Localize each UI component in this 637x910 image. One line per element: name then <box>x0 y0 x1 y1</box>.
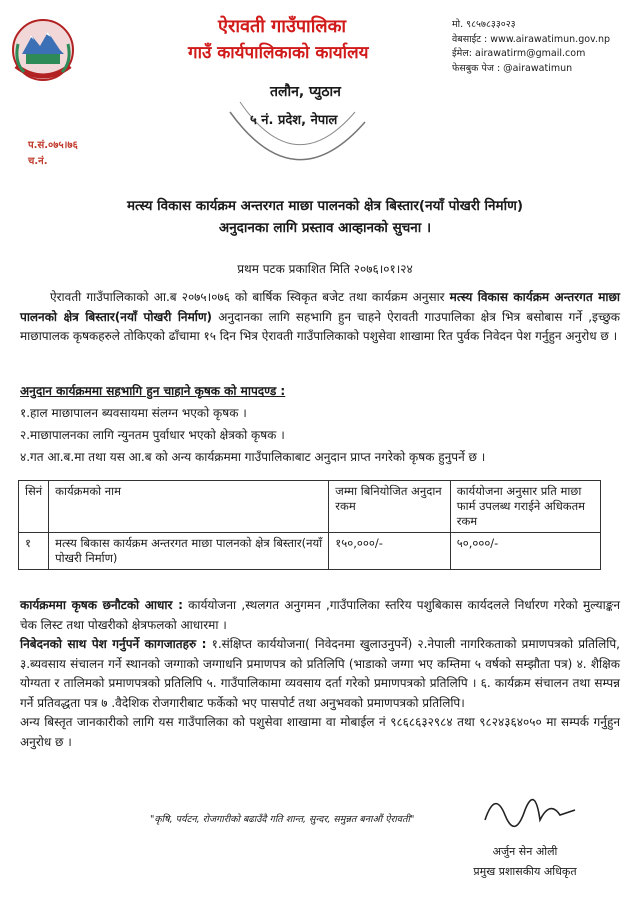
criteria-heading: अनुदान कार्यक्रममा सहभागि हुन चाहाने कृषक को मापदण्ड : <box>20 384 286 398</box>
signer-title: प्रमुख प्रशासकीय अधिकृत <box>473 865 577 878</box>
notice-heading-line1: मत्स्य विकास कार्यक्रम अन्तरगत माछा पालनको क्षेत्र बिस्तार(नयाँ पोखरी निर्माण) <box>126 198 524 214</box>
intro-text-a: ऐरावती गाउँपालिकाको आ.ब २०७५।०७६ को बार्षिक स्विकृत बजेट तथा कार्यक्रम अनुसार <box>50 290 450 304</box>
table-header-cell: जम्मा बिनियोजित अनुदान रकम <box>329 481 450 533</box>
location-province: ५ नं. प्रदेश, नेपाल <box>250 113 338 128</box>
signer-block <box>460 842 590 882</box>
table-header-cell: कार्ययोजना अनुसार प्रति माछा फार्म उपलब्ध गराईने अधिकतम रकम <box>450 481 600 533</box>
contact-note: अन्य बिस्तृत जानकारीको लागि यस गाउँपालिका को पशुसेवा शाखामा वा मोबाईल नं ९८६८६३२९८४ तथा ९८२४३६४०५० मा सम्पर्क गर्नुहुन अनुरोध छ । <box>20 715 620 749</box>
grant-table <box>18 480 601 570</box>
notice-heading-line2: अनुदानका लागि प्रस्ताव आव्हानको सुचना । <box>218 220 432 236</box>
selection-basis-text: कार्ययोजना ,स्थलगत अनुगमन ,गाउँपालिका स्तरिय पशुबिकास कार्यदलले निर्धारण गरेको मुल्याङ्कन चेक लिस्ट तथा पोखरीको क्षेत्रफलको आधारमा । <box>20 598 620 632</box>
phone-number: मो. ९८५७८३३०२३ <box>452 19 516 30</box>
reference-number: प.सं.०७५।७६ <box>28 140 78 151</box>
table-row <box>19 533 601 570</box>
table-header-row <box>19 481 601 533</box>
email: ईमेल: airawatirm@gmail.com <box>452 48 586 59</box>
published-date: प्रथम पटक प्रकाशित मिति २०७६।०१।२४ <box>237 262 413 276</box>
location-district: तलौन, प्युठान <box>270 84 341 100</box>
table-header-cell: सिनं <box>19 481 49 533</box>
intro-paragraph <box>20 288 620 347</box>
required-documents <box>20 635 620 713</box>
basis-section <box>20 596 620 752</box>
criteria-item: ४.गत आ.ब.मा तथा यस आ.ब को अन्य कार्यक्रममा गाउँपालिकाबाट अनुदान प्राप्त नगरेको कृषक हुनुपर्ने छ । <box>20 450 486 464</box>
table-cell: १ <box>19 533 49 570</box>
table-cell: मत्स्य बिकास कार्यक्रम अन्तरगत माछा पालनको क्षेत्र बिस्तार(नयाँ पोखरी निर्माण) <box>49 533 329 570</box>
dispatch-number: च.नं. <box>28 156 48 167</box>
intro-text-b: अनुदानका लागि सहभागि हुन चाहने ऐरावती गाउपालिका क्षेत्र भित्र बसोबास गर्ने ,इच्छुक माछापालक कृषकहरुले तोकिएको ढाँचामा १५ दिन भित्र ऐरावती गाउँपालिकाको पशुसेवा शाखामा रित पुर्वक निवेदन पेश गर्नुहुन अनुरोध छ । <box>20 309 620 343</box>
table-cell: १५०,०००/- <box>329 533 450 570</box>
table-header-cell: कार्यक्रमको नाम <box>49 481 329 533</box>
slogan: "कृषि, पर्यटन, रोजगारीको बढाउँदै गति शान्त, सुन्दर, समुन्नत बनाऔं ऐरावती" <box>150 814 415 825</box>
signature-icon <box>475 780 585 840</box>
criteria-item: १.हाल माछापालन ब्यवसायमा संलग्न भएको कृषक । <box>20 406 247 420</box>
required-documents-text: १.संक्षिप्त कार्ययोजना( निवेदनमा खुलाउनुपर्ने) २.नेपाली नागरिकताको प्रमाणपत्रको प्रतिलिपि, ३.ब्यवसाय संचालन गर्ने स्थानको जग्गाको जग्गाधनि प्रमाणपत्र को प्रतिलिपि (भाडाको जग्गा भए कम्तिमा ५ वर्षको सम्झौता पत्र) ४. शैक्षिक योग्यता र तालिमको प्रमाणपत्रको प्रतिलिपि ५. गाउँपालिकामा व्यवसाय दर्ता गरेको प्रमाणपत्रको प्रतिलिपि । ६. कार्यक्रम संचालन तथा सम्पन्न गर्ने प्रतिवद्धता पत्र ७ .वैदेशिक रोजगारीबाट फर्केको भए पासपोर्ट तथा अनुभवको प्रमाणपत्रको प्रतिलिपि। <box>20 637 620 710</box>
office-title: गाउँ कार्यपालिकाको कार्यालय <box>188 43 369 63</box>
facebook-page: फेसबुक पेज : @airawatimun <box>452 62 573 74</box>
criteria-item: २.माछापालनका लागि न्युनतम पुर्वाधार भएको क्षेत्रको कृषक । <box>20 428 285 442</box>
selection-basis <box>20 596 620 635</box>
required-documents-label: निबेदनको साथ पेश गर्नुपर्ने कागजातहरु : <box>20 637 207 651</box>
contact-block <box>452 18 610 76</box>
signer-name: अर्जुन सेन ओली <box>492 845 558 858</box>
office-stamp-icon <box>220 92 370 182</box>
criteria-section <box>20 380 620 468</box>
website: वेबसाईट : www.airawatimun.gov.np <box>452 33 610 45</box>
table-cell: ५०,०००/- <box>450 533 600 570</box>
selection-basis-label: कार्यक्रममा कृषक छनौटको आधार : <box>20 598 183 612</box>
municipality-title: ऐरावती गाउँपालिका <box>218 16 347 37</box>
intro-program-name: मत्स्य विकास कार्यक्रम अन्तरगत माछा पालनको क्षेत्र बिस्तार(नयाँ पोखरी निर्माण) <box>20 290 620 324</box>
reference-block <box>28 138 78 170</box>
nepal-emblem-icon <box>10 14 76 88</box>
notice-heading <box>30 195 620 239</box>
